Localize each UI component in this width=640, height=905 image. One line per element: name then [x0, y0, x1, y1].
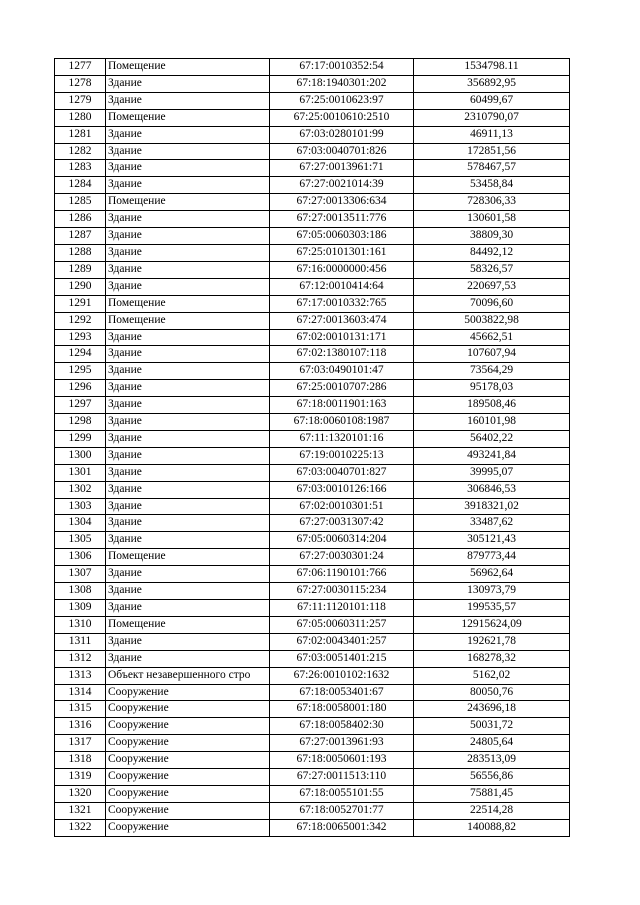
object-type-cell: Сооружение	[106, 802, 270, 819]
cadastral-value-cell: 5003822,98	[414, 312, 570, 329]
cadastral-number-cell: 67:18:0058001:180	[270, 701, 414, 718]
row-number-cell: 1316	[55, 718, 106, 735]
cadastral-value-cell: 60499,67	[414, 92, 570, 109]
cadastral-value-cell: 33487,62	[414, 515, 570, 532]
row-number-cell: 1288	[55, 244, 106, 261]
cadastral-number-cell: 67:03:0040701:827	[270, 464, 414, 481]
row-number-cell: 1277	[55, 59, 106, 76]
cadastral-value-cell: 56556,86	[414, 769, 570, 786]
cadastral-number-cell: 67:27:0013511:776	[270, 211, 414, 228]
cadastral-number-cell: 67:16:0000000:456	[270, 261, 414, 278]
table-row	[55, 75, 570, 92]
table-row	[55, 769, 570, 786]
object-type-cell: Сооружение	[106, 785, 270, 802]
table-row	[55, 650, 570, 667]
cadastral-number-cell: 67:12:0010414:64	[270, 278, 414, 295]
cadastral-number-cell: 67:17:0010352:54	[270, 59, 414, 76]
cadastral-number-cell: 67:17:0010332:765	[270, 295, 414, 312]
object-type-cell: Здание	[106, 481, 270, 498]
table-row	[55, 59, 570, 76]
cadastral-number-cell: 67:06:1190101:766	[270, 566, 414, 583]
table-row	[55, 785, 570, 802]
row-number-cell: 1292	[55, 312, 106, 329]
object-type-cell: Здание	[106, 498, 270, 515]
row-number-cell: 1312	[55, 650, 106, 667]
object-type-cell: Здание	[106, 397, 270, 414]
object-type-cell: Помещение	[106, 59, 270, 76]
table-row	[55, 583, 570, 600]
object-type-cell: Здание	[106, 583, 270, 600]
row-number-cell: 1308	[55, 583, 106, 600]
table-row	[55, 143, 570, 160]
cadastral-value-cell: 130973,79	[414, 583, 570, 600]
table-row	[55, 498, 570, 515]
cadastral-value-cell: 50031,72	[414, 718, 570, 735]
cadastral-number-cell: 67:18:1940301:202	[270, 75, 414, 92]
table-row	[55, 549, 570, 566]
object-type-cell: Здание	[106, 380, 270, 397]
row-number-cell: 1278	[55, 75, 106, 92]
cadastral-value-cell: 84492,12	[414, 244, 570, 261]
cadastral-value-cell: 130601,58	[414, 211, 570, 228]
cadastral-number-cell: 67:27:0030115:234	[270, 583, 414, 600]
cadastral-number-cell: 67:03:0010126:166	[270, 481, 414, 498]
row-number-cell: 1297	[55, 397, 106, 414]
table-row	[55, 177, 570, 194]
object-type-cell: Помещение	[106, 194, 270, 211]
cadastral-value-cell: 107607,94	[414, 346, 570, 363]
table-row	[55, 515, 570, 532]
table-row	[55, 194, 570, 211]
row-number-cell: 1301	[55, 464, 106, 481]
object-type-cell: Помещение	[106, 295, 270, 312]
cadastral-value-cell: 189508,46	[414, 397, 570, 414]
object-type-cell: Здание	[106, 447, 270, 464]
cadastral-number-cell: 67:27:0030301:24	[270, 549, 414, 566]
row-number-cell: 1310	[55, 616, 106, 633]
cadastral-number-cell: 67:25:0010623:97	[270, 92, 414, 109]
row-number-cell: 1286	[55, 211, 106, 228]
cadastral-number-cell: 67:05:0060314:204	[270, 532, 414, 549]
table-row	[55, 126, 570, 143]
object-type-cell: Здание	[106, 515, 270, 532]
table-row	[55, 684, 570, 701]
table-row	[55, 414, 570, 431]
object-type-cell: Здание	[106, 346, 270, 363]
cadastral-number-cell: 67:02:1380107:118	[270, 346, 414, 363]
table-row	[55, 278, 570, 295]
cadastral-value-cell: 75881,45	[414, 785, 570, 802]
row-number-cell: 1317	[55, 735, 106, 752]
row-number-cell: 1307	[55, 566, 106, 583]
document-page	[54, 58, 569, 837]
cadastral-value-cell: 39995,07	[414, 464, 570, 481]
row-number-cell: 1305	[55, 532, 106, 549]
row-number-cell: 1281	[55, 126, 106, 143]
object-type-cell: Здание	[106, 464, 270, 481]
row-number-cell: 1298	[55, 414, 106, 431]
row-number-cell: 1322	[55, 819, 106, 836]
row-number-cell: 1290	[55, 278, 106, 295]
object-type-cell: Сооружение	[106, 701, 270, 718]
row-number-cell: 1320	[55, 785, 106, 802]
object-type-cell: Здание	[106, 177, 270, 194]
table-row	[55, 481, 570, 498]
object-type-cell: Здание	[106, 329, 270, 346]
object-type-cell: Здание	[106, 211, 270, 228]
table-row	[55, 633, 570, 650]
cadastral-number-cell: 67:18:0050601:193	[270, 752, 414, 769]
object-type-cell: Здание	[106, 261, 270, 278]
cadastral-number-cell: 67:25:0010707:286	[270, 380, 414, 397]
cadastral-value-cell: 56962,64	[414, 566, 570, 583]
object-type-cell: Помещение	[106, 312, 270, 329]
row-number-cell: 1314	[55, 684, 106, 701]
cadastral-value-cell: 56402,22	[414, 430, 570, 447]
table-row	[55, 363, 570, 380]
cadastral-value-cell: 95178,03	[414, 380, 570, 397]
cadastral-number-cell: 67:02:0010131:171	[270, 329, 414, 346]
row-number-cell: 1300	[55, 447, 106, 464]
cadastral-value-cell: 22514,28	[414, 802, 570, 819]
object-type-cell: Сооружение	[106, 752, 270, 769]
cadastral-number-cell: 67:11:1120101:118	[270, 600, 414, 617]
cadastral-number-cell: 67:27:0013306:634	[270, 194, 414, 211]
row-number-cell: 1296	[55, 380, 106, 397]
cadastral-number-cell: 67:18:0011901:163	[270, 397, 414, 414]
cadastral-number-cell: 67:05:0060311:257	[270, 616, 414, 633]
table-row	[55, 329, 570, 346]
table-row	[55, 109, 570, 126]
cadastral-value-cell: 305121,43	[414, 532, 570, 549]
table-row	[55, 160, 570, 177]
cadastral-value-cell: 172851,56	[414, 143, 570, 160]
table-row	[55, 616, 570, 633]
cadastral-value-cell: 53458,84	[414, 177, 570, 194]
row-number-cell: 1299	[55, 430, 106, 447]
row-number-cell: 1315	[55, 701, 106, 718]
object-type-cell: Здание	[106, 566, 270, 583]
cadastral-value-cell: 3918321,02	[414, 498, 570, 515]
object-type-cell: Здание	[106, 633, 270, 650]
table-row	[55, 718, 570, 735]
object-type-cell: Здание	[106, 160, 270, 177]
cadastral-value-cell: 283513,09	[414, 752, 570, 769]
row-number-cell: 1321	[55, 802, 106, 819]
row-number-cell: 1319	[55, 769, 106, 786]
table-row	[55, 295, 570, 312]
table-row	[55, 667, 570, 684]
object-type-cell: Сооружение	[106, 718, 270, 735]
table-row	[55, 447, 570, 464]
object-type-cell: Помещение	[106, 616, 270, 633]
cadastral-number-cell: 67:19:0010225:13	[270, 447, 414, 464]
cadastral-number-cell: 67:27:0013961:71	[270, 160, 414, 177]
row-number-cell: 1287	[55, 228, 106, 245]
table-row	[55, 312, 570, 329]
object-type-cell: Объект незавершенного стро	[106, 667, 270, 684]
cadastral-value-cell: 220697,53	[414, 278, 570, 295]
cadastral-value-cell: 168278,32	[414, 650, 570, 667]
cadastral-value-cell: 24805,64	[414, 735, 570, 752]
cadastral-value-cell: 5162,02	[414, 667, 570, 684]
table-row	[55, 380, 570, 397]
table-row	[55, 701, 570, 718]
cadastral-value-cell: 578467,57	[414, 160, 570, 177]
row-number-cell: 1311	[55, 633, 106, 650]
cadastral-number-cell: 67:26:0010102:1632	[270, 667, 414, 684]
row-number-cell: 1295	[55, 363, 106, 380]
property-registry-table	[54, 58, 570, 837]
cadastral-value-cell: 70096,60	[414, 295, 570, 312]
row-number-cell: 1304	[55, 515, 106, 532]
object-type-cell: Сооружение	[106, 735, 270, 752]
cadastral-value-cell: 46911,13	[414, 126, 570, 143]
object-type-cell: Здание	[106, 430, 270, 447]
row-number-cell: 1284	[55, 177, 106, 194]
table-row	[55, 566, 570, 583]
cadastral-value-cell: 356892,95	[414, 75, 570, 92]
row-number-cell: 1313	[55, 667, 106, 684]
cadastral-value-cell: 199535,57	[414, 600, 570, 617]
row-number-cell: 1282	[55, 143, 106, 160]
cadastral-value-cell: 2310790,07	[414, 109, 570, 126]
table-row	[55, 244, 570, 261]
cadastral-value-cell: 80050,76	[414, 684, 570, 701]
table-row	[55, 92, 570, 109]
cadastral-number-cell: 67:27:0021014:39	[270, 177, 414, 194]
registry-table-body	[55, 59, 570, 837]
object-type-cell: Сооружение	[106, 769, 270, 786]
table-row	[55, 228, 570, 245]
cadastral-number-cell: 67:03:0051401:215	[270, 650, 414, 667]
cadastral-number-cell: 67:18:0055101:55	[270, 785, 414, 802]
cadastral-number-cell: 67:05:0060303:186	[270, 228, 414, 245]
cadastral-number-cell: 67:27:0013603:474	[270, 312, 414, 329]
cadastral-number-cell: 67:25:0101301:161	[270, 244, 414, 261]
cadastral-value-cell: 192621,78	[414, 633, 570, 650]
cadastral-value-cell: 45662,51	[414, 329, 570, 346]
cadastral-number-cell: 67:25:0010610:2510	[270, 109, 414, 126]
cadastral-number-cell: 67:18:0053401:67	[270, 684, 414, 701]
object-type-cell: Здание	[106, 126, 270, 143]
row-number-cell: 1279	[55, 92, 106, 109]
object-type-cell: Здание	[106, 92, 270, 109]
row-number-cell: 1303	[55, 498, 106, 515]
cadastral-value-cell: 38809,30	[414, 228, 570, 245]
cadastral-number-cell: 67:02:0010301:51	[270, 498, 414, 515]
row-number-cell: 1293	[55, 329, 106, 346]
object-type-cell: Здание	[106, 278, 270, 295]
row-number-cell: 1318	[55, 752, 106, 769]
object-type-cell: Здание	[106, 650, 270, 667]
object-type-cell: Здание	[106, 532, 270, 549]
cadastral-value-cell: 140088,82	[414, 819, 570, 836]
object-type-cell: Помещение	[106, 109, 270, 126]
cadastral-number-cell: 67:02:0043401:257	[270, 633, 414, 650]
row-number-cell: 1280	[55, 109, 106, 126]
cadastral-number-cell: 67:03:0490101:47	[270, 363, 414, 380]
cadastral-value-cell: 306846,53	[414, 481, 570, 498]
object-type-cell: Здание	[106, 75, 270, 92]
row-number-cell: 1291	[55, 295, 106, 312]
table-row	[55, 261, 570, 278]
object-type-cell: Здание	[106, 143, 270, 160]
object-type-cell: Здание	[106, 414, 270, 431]
cadastral-value-cell: 493241,84	[414, 447, 570, 464]
row-number-cell: 1285	[55, 194, 106, 211]
row-number-cell: 1302	[55, 481, 106, 498]
cadastral-number-cell: 67:18:0058402:30	[270, 718, 414, 735]
row-number-cell: 1309	[55, 600, 106, 617]
table-row	[55, 600, 570, 617]
row-number-cell: 1306	[55, 549, 106, 566]
cadastral-value-cell: 160101,98	[414, 414, 570, 431]
cadastral-value-cell: 73564,29	[414, 363, 570, 380]
cadastral-value-cell: 12915624,09	[414, 616, 570, 633]
object-type-cell: Здание	[106, 600, 270, 617]
table-row	[55, 735, 570, 752]
object-type-cell: Здание	[106, 363, 270, 380]
cadastral-number-cell: 67:18:0052701:77	[270, 802, 414, 819]
object-type-cell: Сооружение	[106, 819, 270, 836]
table-row	[55, 532, 570, 549]
cadastral-number-cell: 67:27:0031307:42	[270, 515, 414, 532]
cadastral-number-cell: 67:27:0013961:93	[270, 735, 414, 752]
table-row	[55, 430, 570, 447]
cadastral-value-cell: 243696,18	[414, 701, 570, 718]
row-number-cell: 1289	[55, 261, 106, 278]
table-row	[55, 397, 570, 414]
row-number-cell: 1294	[55, 346, 106, 363]
object-type-cell: Здание	[106, 228, 270, 245]
row-number-cell: 1283	[55, 160, 106, 177]
table-row	[55, 802, 570, 819]
table-row	[55, 752, 570, 769]
object-type-cell: Сооружение	[106, 684, 270, 701]
table-row	[55, 346, 570, 363]
cadastral-number-cell: 67:03:0280101:99	[270, 126, 414, 143]
object-type-cell: Помещение	[106, 549, 270, 566]
table-row	[55, 464, 570, 481]
cadastral-number-cell: 67:18:0060108:1987	[270, 414, 414, 431]
cadastral-number-cell: 67:03:0040701:826	[270, 143, 414, 160]
cadastral-value-cell: 879773,44	[414, 549, 570, 566]
cadastral-value-cell: 1534798.11	[414, 59, 570, 76]
cadastral-number-cell: 67:27:0011513:110	[270, 769, 414, 786]
object-type-cell: Здание	[106, 244, 270, 261]
cadastral-number-cell: 67:11:1320101:16	[270, 430, 414, 447]
cadastral-value-cell: 58326,57	[414, 261, 570, 278]
table-row	[55, 211, 570, 228]
cadastral-value-cell: 728306,33	[414, 194, 570, 211]
cadastral-number-cell: 67:18:0065001:342	[270, 819, 414, 836]
table-row	[55, 819, 570, 836]
